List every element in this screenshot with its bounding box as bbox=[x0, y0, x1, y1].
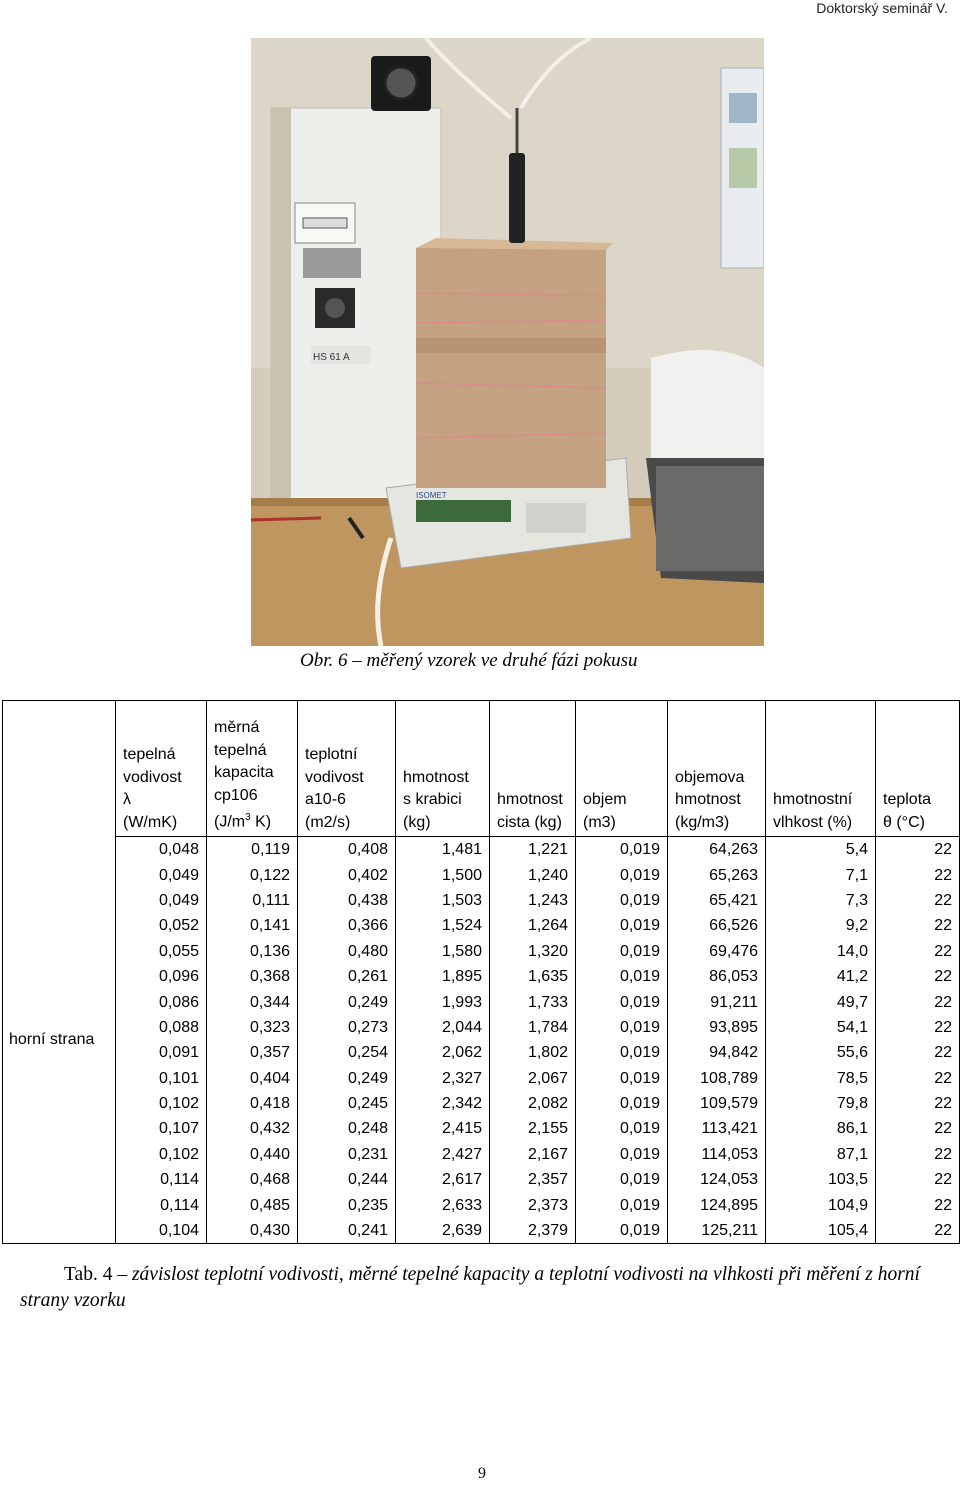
header-cell: hmotnostní vlhkost (%) bbox=[766, 701, 876, 837]
table-cell: 22 bbox=[876, 1015, 960, 1040]
table-cell: 1,320 bbox=[490, 939, 576, 964]
table-cell: 0,468 bbox=[207, 1167, 298, 1192]
table-cell: 2,357 bbox=[490, 1167, 576, 1192]
table-cell: 2,327 bbox=[396, 1066, 490, 1091]
table-cell: 0,357 bbox=[207, 1040, 298, 1065]
table-cell: 22 bbox=[876, 939, 960, 964]
sample-photo bbox=[251, 38, 764, 646]
table-cell: 93,895 bbox=[668, 1015, 766, 1040]
table-cell: 22 bbox=[876, 913, 960, 938]
table-cell: 2,633 bbox=[396, 1192, 490, 1217]
table-cell: 7,1 bbox=[766, 862, 876, 887]
table-cell: 0,107 bbox=[116, 1116, 207, 1141]
table-cell: 2,427 bbox=[396, 1142, 490, 1167]
table-cell: 0,402 bbox=[298, 862, 396, 887]
table-caption-text: – závislost teplotní vodivosti, měrné tepelné kapacity a teplotní vodivosti na vlhkosti při měření z horní strany vzorku bbox=[20, 1264, 920, 1311]
table-cell: 0,254 bbox=[298, 1040, 396, 1065]
table-cell: 22 bbox=[876, 1192, 960, 1217]
table-label: Tab. 4 bbox=[64, 1264, 113, 1285]
table-cell: 103,5 bbox=[766, 1167, 876, 1192]
table-cell: 0,408 bbox=[298, 837, 396, 863]
table-cell: 114,053 bbox=[668, 1142, 766, 1167]
table-cell: 0,049 bbox=[116, 888, 207, 913]
table-cell: 94,842 bbox=[668, 1040, 766, 1065]
table-cell: 0,096 bbox=[116, 964, 207, 989]
table-cell: 65,421 bbox=[668, 888, 766, 913]
table-cell: 0,122 bbox=[207, 862, 298, 887]
table-cell: 0,249 bbox=[298, 989, 396, 1014]
table-cell: 113,421 bbox=[668, 1116, 766, 1141]
table-row bbox=[3, 913, 960, 938]
table-cell: 0,235 bbox=[298, 1192, 396, 1217]
table-cell: 7,3 bbox=[766, 888, 876, 913]
table-cell: 1,802 bbox=[490, 1040, 576, 1065]
table-row bbox=[3, 1116, 960, 1141]
header-cell: tepelná vodivost λ (W/mK) bbox=[116, 701, 207, 837]
table-cell: 0,245 bbox=[298, 1091, 396, 1116]
table-cell: 0,136 bbox=[207, 939, 298, 964]
table-cell: 91,211 bbox=[668, 989, 766, 1014]
table-cell: 1,993 bbox=[396, 989, 490, 1014]
table-cell: 22 bbox=[876, 862, 960, 887]
table-cell: 0,101 bbox=[116, 1066, 207, 1091]
table-row bbox=[3, 837, 960, 863]
table-cell: 0,141 bbox=[207, 913, 298, 938]
running-header: Doktorský seminář V. bbox=[816, 0, 948, 16]
table-cell: 0,438 bbox=[298, 888, 396, 913]
table-cell: 0,323 bbox=[207, 1015, 298, 1040]
measurement-table bbox=[2, 700, 960, 1244]
table-row bbox=[3, 989, 960, 1014]
table-cell: 1,503 bbox=[396, 888, 490, 913]
table-cell: 2,617 bbox=[396, 1167, 490, 1192]
table-cell: 124,895 bbox=[668, 1192, 766, 1217]
table-cell: 22 bbox=[876, 1116, 960, 1141]
table-cell: 0,049 bbox=[116, 862, 207, 887]
header-cell: teplotní vodivost a10-6 (m2/s) bbox=[298, 701, 396, 837]
table-cell: 1,500 bbox=[396, 862, 490, 887]
table-cell: 0,440 bbox=[207, 1142, 298, 1167]
table-cell: 49,7 bbox=[766, 989, 876, 1014]
table-cell: 41,2 bbox=[766, 964, 876, 989]
table-cell: 2,044 bbox=[396, 1015, 490, 1040]
table-cell: 0,048 bbox=[116, 837, 207, 863]
table-cell: 0,273 bbox=[298, 1015, 396, 1040]
table-row bbox=[3, 862, 960, 887]
table-cell: 69,476 bbox=[668, 939, 766, 964]
table-cell: 0,019 bbox=[576, 1116, 668, 1141]
table-cell: 87,1 bbox=[766, 1142, 876, 1167]
table-cell: 0,102 bbox=[116, 1091, 207, 1116]
table-row bbox=[3, 1066, 960, 1091]
table-cell: 104,9 bbox=[766, 1192, 876, 1217]
table-cell: 0,418 bbox=[207, 1091, 298, 1116]
table-cell: 0,344 bbox=[207, 989, 298, 1014]
table-cell: 0,114 bbox=[116, 1192, 207, 1217]
figure-label: Obr. 6 bbox=[300, 650, 348, 671]
table-cell: 2,062 bbox=[396, 1040, 490, 1065]
table-cell: 0,261 bbox=[298, 964, 396, 989]
table-cell: 65,263 bbox=[668, 862, 766, 887]
table-cell: 0,019 bbox=[576, 1218, 668, 1244]
table-cell: 22 bbox=[876, 1091, 960, 1116]
table-cell: 86,1 bbox=[766, 1116, 876, 1141]
table-cell: 0,366 bbox=[298, 913, 396, 938]
table-row bbox=[3, 964, 960, 989]
table-cell: 22 bbox=[876, 964, 960, 989]
table-cell: 0,019 bbox=[576, 1192, 668, 1217]
table-cell: 0,248 bbox=[298, 1116, 396, 1141]
table-cell: 22 bbox=[876, 1066, 960, 1091]
header-cell: teplota θ (°C) bbox=[876, 701, 960, 837]
table-cell: 1,264 bbox=[490, 913, 576, 938]
table-cell: 0,019 bbox=[576, 1066, 668, 1091]
table-cell: 0,019 bbox=[576, 913, 668, 938]
table-cell: 14,0 bbox=[766, 939, 876, 964]
table-cell: 22 bbox=[876, 989, 960, 1014]
table-cell: 0,086 bbox=[116, 989, 207, 1014]
table-cell: 0,480 bbox=[298, 939, 396, 964]
table-cell: 0,055 bbox=[116, 939, 207, 964]
table-cell: 0,019 bbox=[576, 1091, 668, 1116]
table-cell: 2,373 bbox=[490, 1192, 576, 1217]
table-cell: 54,1 bbox=[766, 1015, 876, 1040]
table-cell: 9,2 bbox=[766, 913, 876, 938]
table-cell: 0,019 bbox=[576, 989, 668, 1014]
table-cell: 1,895 bbox=[396, 964, 490, 989]
table-cell: 0,249 bbox=[298, 1066, 396, 1091]
table-cell: 105,4 bbox=[766, 1218, 876, 1244]
figure-caption bbox=[300, 650, 638, 672]
table-cell: 64,263 bbox=[668, 837, 766, 863]
table-cell: 2,415 bbox=[396, 1116, 490, 1141]
table-cell: 0,052 bbox=[116, 913, 207, 938]
table-cell: 125,211 bbox=[668, 1218, 766, 1244]
isomet-brand: ISOMET bbox=[416, 491, 447, 500]
table-cell: 108,789 bbox=[668, 1066, 766, 1091]
table-cell: 0,485 bbox=[207, 1192, 298, 1217]
table-cell: 2,067 bbox=[490, 1066, 576, 1091]
table-cell: 2,342 bbox=[396, 1091, 490, 1116]
table-cell: 1,635 bbox=[490, 964, 576, 989]
table-cell: 5,4 bbox=[766, 837, 876, 863]
page-number: 9 bbox=[478, 1465, 486, 1482]
table-row bbox=[3, 888, 960, 913]
table-cell: 22 bbox=[876, 1142, 960, 1167]
table-row bbox=[3, 1142, 960, 1167]
table-cell: 55,6 bbox=[766, 1040, 876, 1065]
header-cell: měrná tepelná kapacita cp106 ($J/m^3$ K) bbox=[207, 701, 298, 837]
table-row bbox=[3, 1192, 960, 1217]
table-cell: 0,102 bbox=[116, 1142, 207, 1167]
table-cell: 1,481 bbox=[396, 837, 490, 863]
table-caption bbox=[20, 1262, 955, 1314]
table-cell: 0,019 bbox=[576, 1015, 668, 1040]
table-cell: 1,784 bbox=[490, 1015, 576, 1040]
table-cell: 0,119 bbox=[207, 837, 298, 863]
table-row bbox=[3, 1091, 960, 1116]
table-cell: 22 bbox=[876, 888, 960, 913]
table-cell: 2,155 bbox=[490, 1116, 576, 1141]
figure-caption-text: – měřený vzorek ve druhé fázi pokusu bbox=[347, 650, 638, 671]
table-cell: 0,241 bbox=[298, 1218, 396, 1244]
table-cell: 0,432 bbox=[207, 1116, 298, 1141]
table-cell: 1,580 bbox=[396, 939, 490, 964]
table-cell: 0,019 bbox=[576, 1167, 668, 1192]
table-cell: 0,404 bbox=[207, 1066, 298, 1091]
table-row bbox=[3, 1040, 960, 1065]
table-cell: 0,091 bbox=[116, 1040, 207, 1065]
header-cell: hmotnost cista (kg) bbox=[490, 701, 576, 837]
table-cell: 0,019 bbox=[576, 1040, 668, 1065]
table-cell: 22 bbox=[876, 837, 960, 863]
table-cell: 2,379 bbox=[490, 1218, 576, 1244]
table-cell: 0,019 bbox=[576, 862, 668, 887]
table-cell: 1,524 bbox=[396, 913, 490, 938]
table-cell: 0,111 bbox=[207, 888, 298, 913]
table-cell: 0,019 bbox=[576, 1142, 668, 1167]
table-cell: 0,244 bbox=[298, 1167, 396, 1192]
device-label: HS 61 A bbox=[313, 352, 350, 363]
table-cell: 2,167 bbox=[490, 1142, 576, 1167]
table-cell: 0,019 bbox=[576, 888, 668, 913]
table-cell: 1,240 bbox=[490, 862, 576, 887]
table-cell: 0,368 bbox=[207, 964, 298, 989]
table-cell: 0,019 bbox=[576, 939, 668, 964]
table-cell: 22 bbox=[876, 1167, 960, 1192]
table-cell: 0,430 bbox=[207, 1218, 298, 1244]
table-cell: 1,243 bbox=[490, 888, 576, 913]
table-cell: 0,231 bbox=[298, 1142, 396, 1167]
table-row bbox=[3, 1167, 960, 1192]
table-row bbox=[3, 1218, 960, 1244]
table-cell: 22 bbox=[876, 1040, 960, 1065]
table-cell: 0,104 bbox=[116, 1218, 207, 1244]
table-row bbox=[3, 1015, 960, 1040]
side-label: horní strana bbox=[3, 837, 116, 1244]
table-cell: 22 bbox=[876, 1218, 960, 1244]
table-cell: 124,053 bbox=[668, 1167, 766, 1192]
table-cell: 0,019 bbox=[576, 837, 668, 863]
table-row bbox=[3, 939, 960, 964]
table-cell: 109,579 bbox=[668, 1091, 766, 1116]
table-cell: 2,082 bbox=[490, 1091, 576, 1116]
table-cell: 1,221 bbox=[490, 837, 576, 863]
table-cell: 1,733 bbox=[490, 989, 576, 1014]
table-cell: 86,053 bbox=[668, 964, 766, 989]
header-cell: hmotnost s krabici (kg) bbox=[396, 701, 490, 837]
table-cell: 78,5 bbox=[766, 1066, 876, 1091]
header-cell: objem (m3) bbox=[576, 701, 668, 837]
header-cell-side bbox=[3, 701, 116, 837]
header-cell: objemova hmotnost (kg/m3) bbox=[668, 701, 766, 837]
table-cell: 66,526 bbox=[668, 913, 766, 938]
table-header-row bbox=[3, 701, 960, 837]
table-cell: 0,019 bbox=[576, 964, 668, 989]
table-cell: 0,114 bbox=[116, 1167, 207, 1192]
table-cell: 0,088 bbox=[116, 1015, 207, 1040]
table-cell: 2,639 bbox=[396, 1218, 490, 1244]
table-cell: 79,8 bbox=[766, 1091, 876, 1116]
